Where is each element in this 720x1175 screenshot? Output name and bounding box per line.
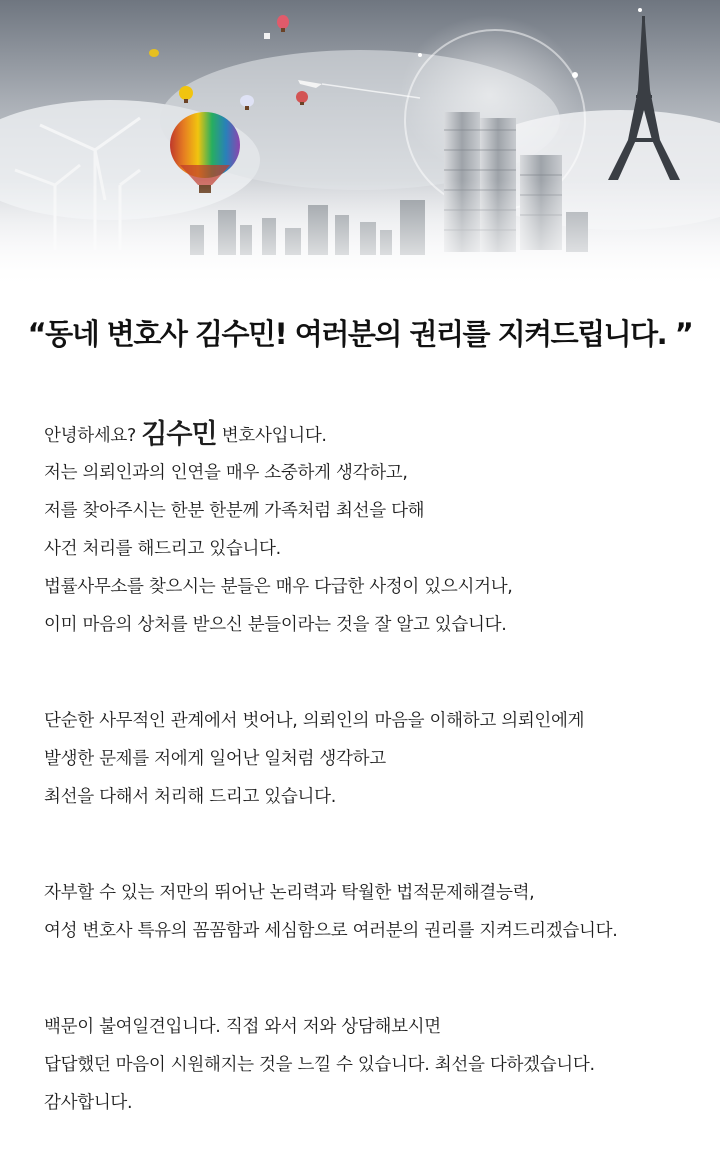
text-line: 법률사무소를 찾으시는 분들은 매우 다급한 사정이 있으시거나, (44, 577, 513, 597)
text-line: 단순한 사무적인 관계에서 벗어나, 의뢰인의 마음을 이해하고 의뢰인에게 (44, 711, 585, 731)
greeting-line (44, 416, 704, 454)
lawyer-name: 김수민 (141, 419, 217, 450)
greeting-prefix: 안녕하세요? (44, 426, 137, 446)
text-line: 감사합니다. (44, 1093, 133, 1113)
paragraph-2 (44, 702, 704, 816)
introduction-body (44, 416, 704, 1122)
text-line: 사건 처리를 해드리고 있습니다. (44, 539, 281, 559)
text-line: 이미 마음의 상처를 받으신 분들이라는 것을 잘 알고 있습니다. (44, 615, 507, 635)
text-line: 최선을 다해서 처리해 드리고 있습니다. (44, 787, 336, 807)
page-headline: “동네 변호사 김수민! 여러분의 권리를 지켜드립니다. ” (27, 317, 693, 351)
text-line: 자부할 수 있는 저만의 뛰어난 논리력과 탁월한 법적문제해결능력, (44, 883, 535, 903)
paragraph-spacer (44, 816, 704, 874)
paragraph-3 (44, 874, 704, 950)
paragraph-spacer (44, 644, 704, 702)
text-line: 백문이 불여일견입니다. 직접 와서 저와 상담해보시면 (44, 1017, 441, 1037)
text-line: 여성 변호사 특유의 꼼꼼함과 세심함으로 여러분의 권리를 지켜드리겠습니다. (44, 921, 618, 941)
city-skyline-illustration (0, 0, 720, 290)
greeting-suffix: 변호사입니다. (221, 426, 327, 446)
text-line: 발생한 문제를 저에게 일어난 일처럼 생각하고 (44, 749, 386, 769)
hero-banner (0, 0, 720, 290)
text-line: 저는 의뢰인과의 인연을 매우 소중하게 생각하고, (44, 463, 408, 483)
text-line: 저를 찾아주시는 한분 한분께 가족처럼 최선을 다해 (44, 501, 425, 521)
text-line: 답답했던 마음이 시원해지는 것을 느낄 수 있습니다. 최선을 다하겠습니다. (44, 1055, 595, 1075)
paragraph-spacer (44, 950, 704, 1008)
paragraph-4 (44, 1008, 704, 1122)
paragraph-1 (44, 454, 704, 644)
